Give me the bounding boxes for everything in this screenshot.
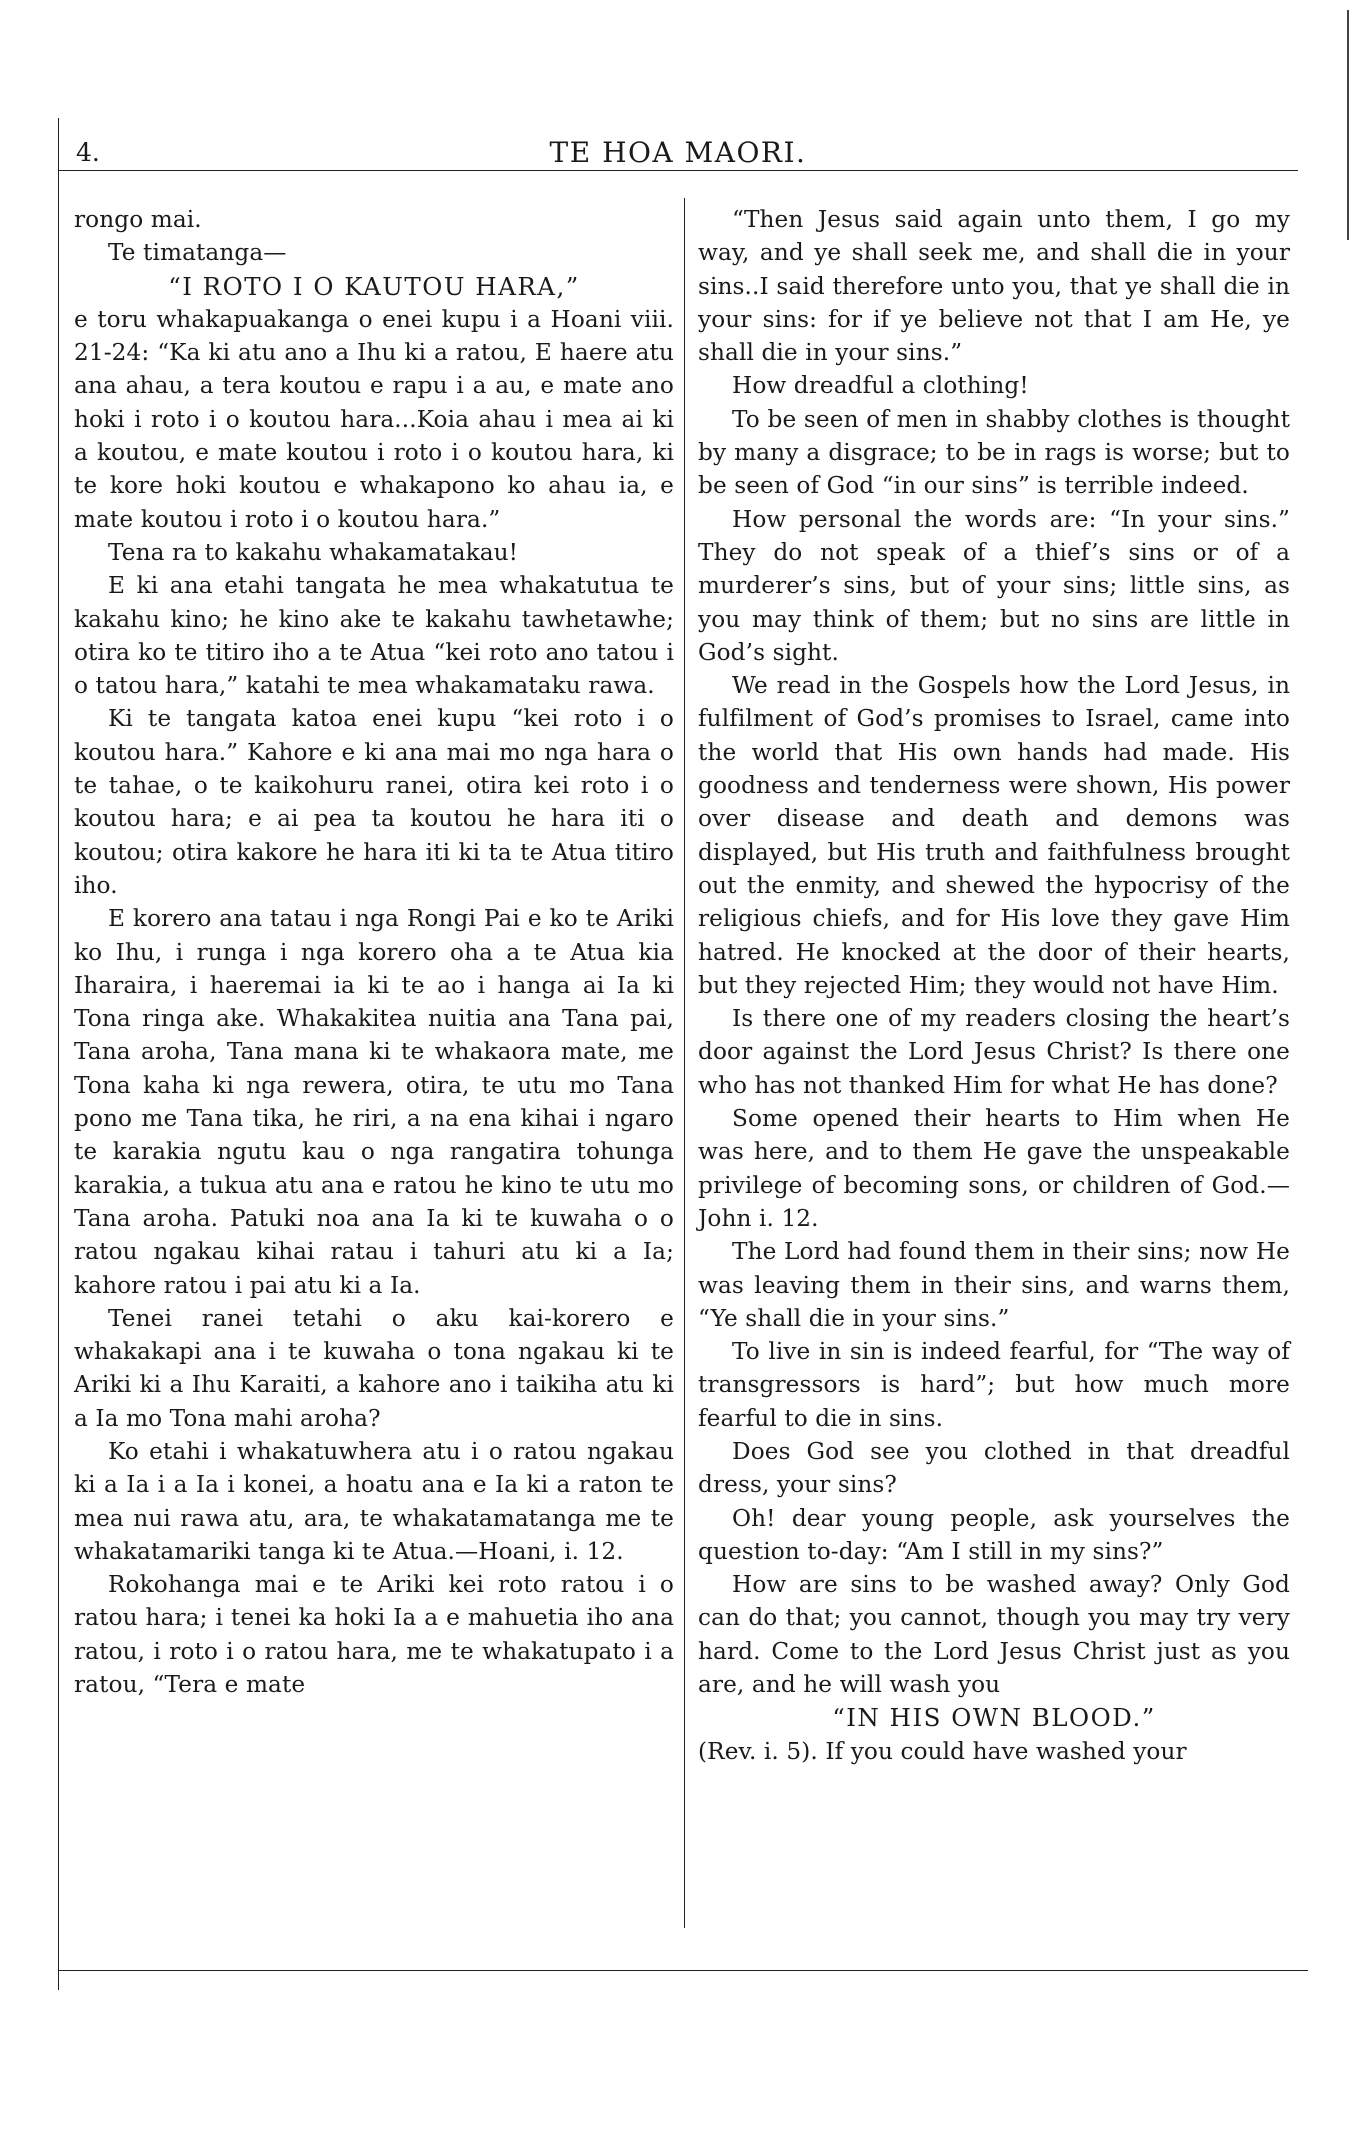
- paragraph: E korero ana tatau i nga Rongi Pai e ko te Ariki ko Ihu, i runga i nga korero oha a te Atua kia Iharaira, i haeremai ia ki te ao i hanga ai Ia ki Tona ringa ake. Whakakitea nuitia ana Tana pai, Tana aroha, Tana mana ki te whakaora mate, me Tona kaha ki nga rewera, otira, te utu mo Tana pono me Tana tika, he riri, a na ena kihai i ngaro te karakia ngutu kau o nga rangatira tohunga karakia, a tukua atu ana e ratou he kino te utu mo Tana aroha. Patuki noa ana Ia ki te kuwaha o o ratou ngakau kihai ratau i tahuri atu ki a Ia; kahore ratou i pai atu ki a Ia.: [74, 905, 674, 1299]
- paragraph: Is there one of my readers closing the heart’s door against the Lord Jesus Christ? Is there one who has not thanked Him for what He has done?: [698, 1005, 1290, 1099]
- paragraph: The Lord had found them in their sins; now He was leaving them in their sins, and warns them, “Ye shall die in your sins.”: [698, 1238, 1290, 1332]
- paragraph: Ko etahi i whakatuwhera atu i o ratou ngakau ki a Ia i a Ia i konei, a hoatu ana e Ia ki a raton te mea nui rawa atu, ara, te whakatamatanga me te whakatamariki tanga ki te Atua.—Hoani, i. 12.: [74, 1437, 674, 1565]
- paragraph: How are sins to be washed away? Only God can do that; you cannot, though you may try very hard. Come to the Lord Jesus Christ just as you are, and he will wash you: [698, 1571, 1290, 1699]
- paragraph: Rokohanga mai e te Ariki kei roto ratou i o ratou hara; i tenei ka hoki Ia a e mahuetia iho ana ratou, i roto i o ratou hara, me te whakatupato i a ratou, “Tera e mate: [74, 1571, 674, 1699]
- paragraph: Tena ra to kakahu whakamatakau!: [108, 538, 519, 566]
- paragraph: Does God see you clothed in that dreadful dress, your sins?: [698, 1437, 1290, 1499]
- paragraph: rongo mai.: [74, 206, 202, 233]
- paragraph: We read in the Gospels how the Lord Jesus, in fulfilment of God’s promises to Israel, came into the world that His own hands had made. His goodness and tenderness were shown, His power over disease and death and demons was displayed, but His truth and faithfulness brought out the enmity, and shewed the hypocrisy of the religious chiefs, and for His love they gave Him hatred. He knocked at the door of their hearts, but they rejected Him; they would not have Him.: [698, 672, 1290, 999]
- right-column: [698, 203, 1290, 1768]
- left-column: [74, 203, 674, 1701]
- paragraph: Te timatanga—: [108, 239, 287, 267]
- running-title: TE HOA MAORI.: [549, 136, 807, 169]
- section-heading: “I ROTO I O KAUTOU HARA,”: [168, 271, 580, 301]
- page-frame: [58, 118, 1298, 1990]
- paragraph: “Then Jesus said again unto them, I go my way, and ye shall seek me, and shall die in your sins..I said therefore unto you, that ye shall die in your sins: for if ye believe not that I am He, ye shall die in your sins.”: [698, 206, 1290, 367]
- paragraph: Tenei ranei tetahi o aku kai-korero e whakakapi ana i te kuwaha o tona ngakau ki te Ariki ki a Ihu Karaiti, a kahore ano i taikiha atu ki a Ia mo Tona mahi aroha?: [74, 1304, 674, 1432]
- paragraph: To live in sin is indeed fearful, for “The way of transgressors is hard”; but how much more fearful to die in sins.: [698, 1338, 1290, 1432]
- paragraph: Ki te tangata katoa enei kupu “kei roto i o koutou hara.” Kahore e ki ana mai mo nga hara o te tahae, o te kaikohuru ranei, otira kei roto i o koutou hara; e ai pea ta koutou he hara iti o koutou; otira kakore he hara iti ki ta te Atua titiro iho.: [74, 705, 674, 899]
- section-heading: “IN HIS OWN BLOOD.”: [832, 1703, 1156, 1733]
- page-header: [58, 118, 1298, 171]
- page-left-rule: [58, 118, 59, 1990]
- page-number: 4.: [76, 138, 100, 167]
- paragraph: How dreadful a clothing!: [732, 372, 1029, 400]
- footer-rule: [58, 1970, 1308, 1971]
- paragraph: How personal the words are: “In your sins.” They do not speak of a thief’s sins or of a murderer’s sins, but of your sins; little sins, as you may think of them; but no sins are little in God’s sight.: [698, 505, 1290, 666]
- paragraph: Some opened their hearts to Him when He was here, and to them He gave the unspeakable privilege of becoming sons, or children of God.—John i. 12.: [698, 1105, 1290, 1232]
- paragraph: E ki ana etahi tangata he mea whakatutua te kakahu kino; he kino ake te kakahu tawhetawhe; otira ko te titiro iho a te Atua “kei roto ano tatou i o tatou hara,” katahi te mea whakamataku rawa.: [74, 572, 674, 700]
- paragraph: e toru whakapuakanga o enei kupu i a Hoani viii. 21-24: “Ka ki atu ano a Ihu ki a ratou, E haere atu ana ahau, a tera koutou e rapu i a au, e mate ano hoki i roto i o koutou hara...Koia ahau i mea ai ki a koutou, e mate koutou i roto i o koutou hara, ki te kore hoki koutou e whakapono ko ahau ia, e mate koutou i roto i o koutou hara.”: [74, 305, 674, 533]
- paragraph: (Rev. i. 5). If you could have washed your: [698, 1737, 1187, 1765]
- paragraph: To be seen of men in shabby clothes is thought by many a disgrace; to be in rags is worse; but to be seen of God “in our sins” is terrible indeed.: [698, 405, 1290, 500]
- column-divider: [684, 198, 685, 1928]
- paragraph: Oh! dear young people, ask yourselves the question to-day: “Am I still in my sins?”: [698, 1504, 1290, 1565]
- page-edge-mark: [1347, 10, 1349, 240]
